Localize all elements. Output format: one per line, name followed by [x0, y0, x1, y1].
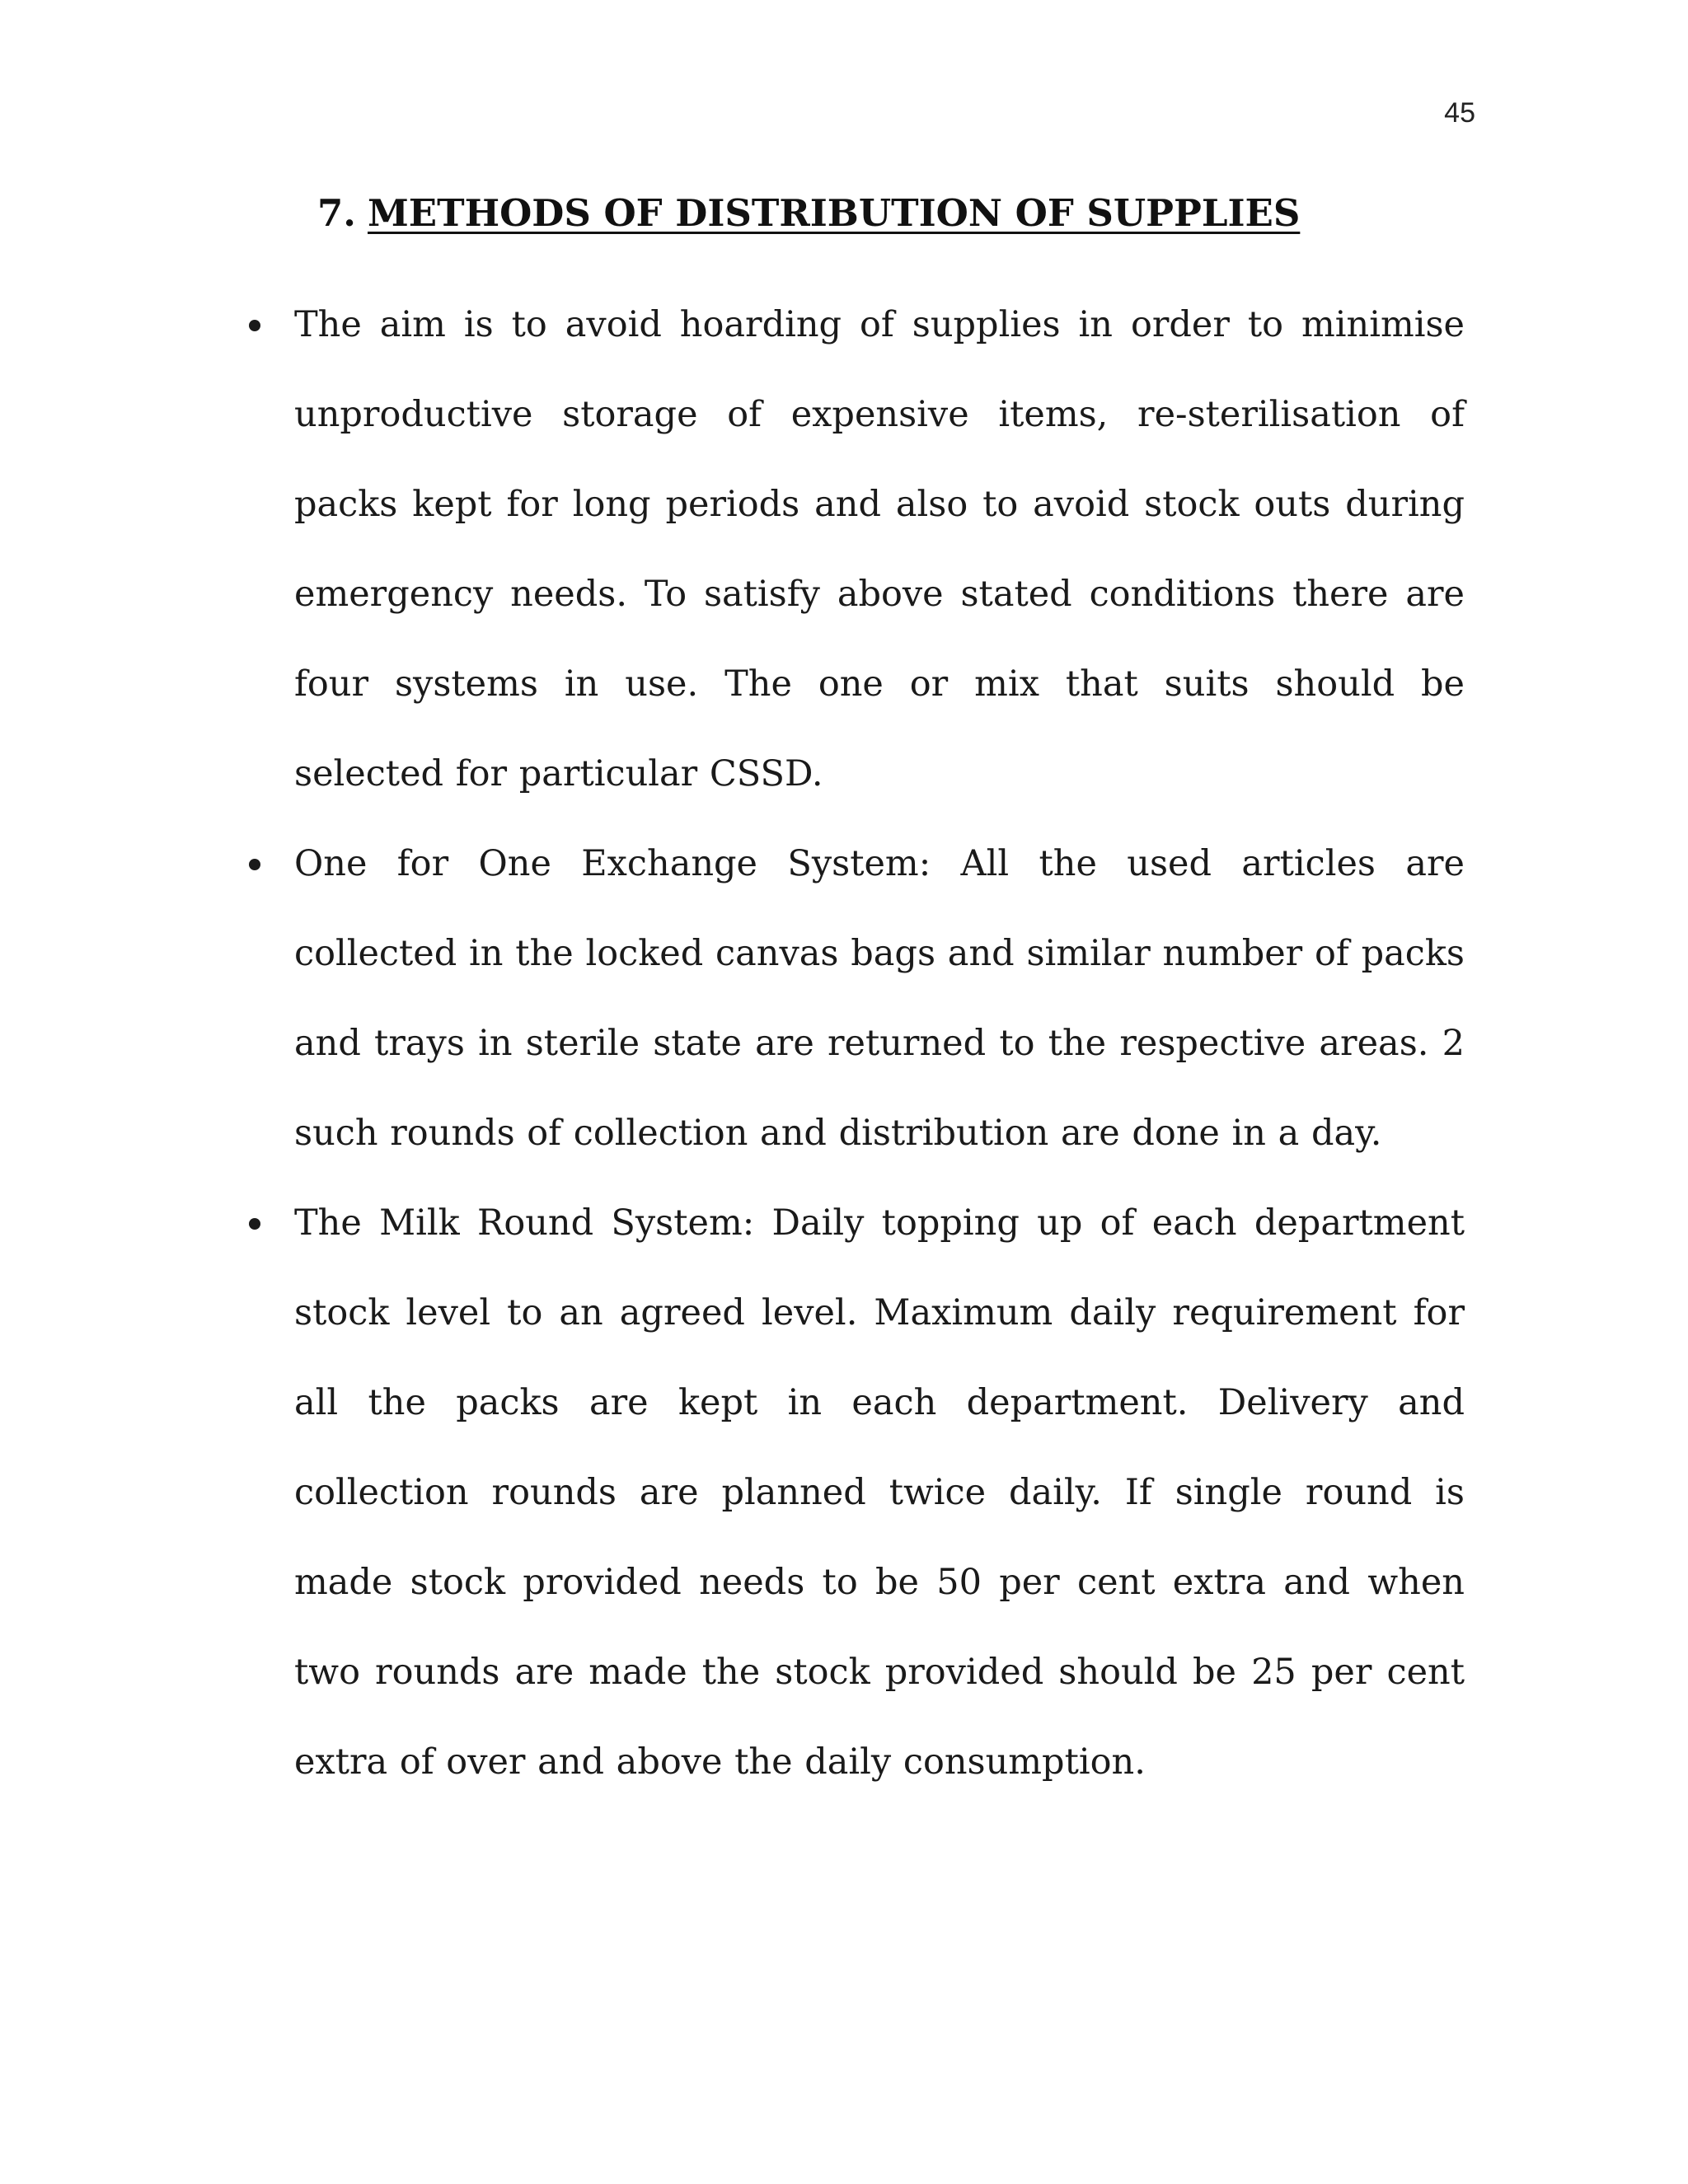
bullet-text: One for One Exchange System: All the used articles are collected in the locked canvas bags and similar number of packs and trays in sterile state are returned to the respective areas. 2 such rounds of collection and distribution are done in a day. — [294, 843, 1465, 1154]
bullet-item-one-for-one-exchange — [294, 819, 1465, 1179]
bullet-icon — [246, 280, 263, 370]
bullet-text: The Milk Round System: Daily topping up of each department stock level to an agreed level. Maximum daily requirement for all the packs are kept in each department. Delivery and collection rounds are planned twice daily. If single round is made stock provided needs to be 50 per cent extra and when two rounds are made the stock provided should be 25 per cent extra of over and above the daily consumption. — [294, 1202, 1465, 1783]
bullet-item-aim — [294, 280, 1465, 819]
bullet-text: The aim is to avoid hoarding of supplies in order to minimise unproductive storage of expensive items, re-sterilisation of packs kept for long periods and also to avoid stock outs during emergency needs. To satisfy above stated conditions there are four systems in use. The one or mix that suits should be selected for particular CSSD. — [294, 304, 1465, 794]
bullet-icon — [246, 1179, 263, 1268]
section-number: 7. — [317, 191, 356, 235]
section-heading — [317, 191, 1300, 235]
bullet-item-milk-round — [294, 1179, 1465, 1807]
section-title: METHODS OF DISTRIBUTION OF SUPPLIES — [367, 191, 1301, 235]
bullet-list — [294, 280, 1465, 1807]
page-number: 45 — [1444, 97, 1475, 129]
bullet-icon — [246, 819, 263, 909]
